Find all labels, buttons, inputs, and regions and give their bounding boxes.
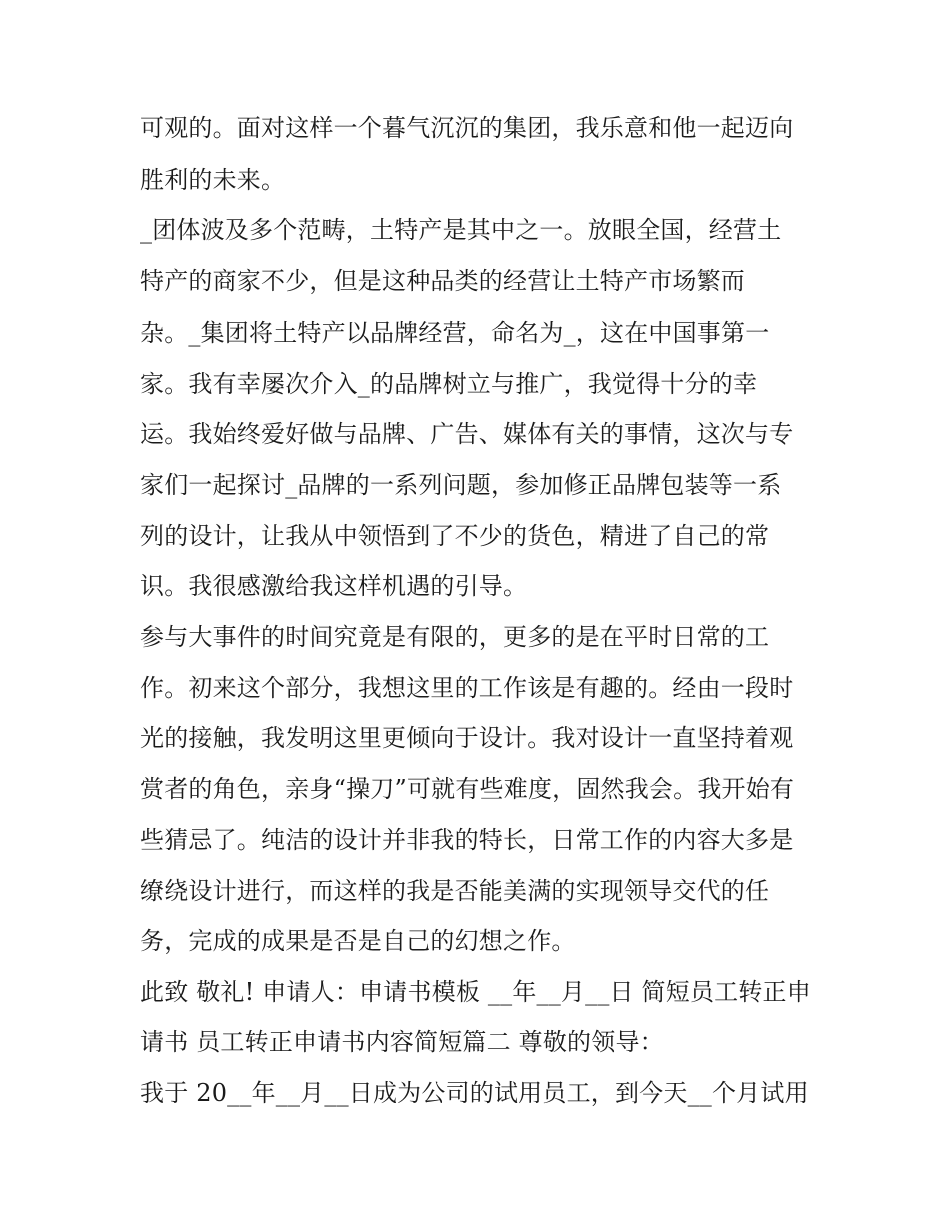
text-line-3: _团体波及多个范畴，土特产是其中之一。放眼全国，经营土 <box>140 216 782 244</box>
text-line-19: 请书 员工转正申请书内容简短篇二 尊敬的领导： <box>140 1028 664 1056</box>
text-line-4: 特产的商家不少，但是这种品类的经营让土特产市场繁而 <box>140 267 745 295</box>
text-line-1: 可观的。面对这样一个暮气沉沉的集团，我乐意和他一起迈向 <box>140 114 794 142</box>
text-line-5: 杂。_集团将土特产以品牌经营，命名为_，这在中国事第一 <box>140 319 770 347</box>
text-line-15: 些猜忌了。纯洁的设计并非我的特长，日常工作的内容大多是 <box>140 826 794 854</box>
text-line-20: 我于 20__年__月__日成为公司的试用员工，到今天__个月试用 <box>140 1079 809 1107</box>
text-line-18: 此致 敬礼! 申请人：申请书模板 __年__月__日 简短员工转正申 <box>140 978 811 1006</box>
text-line-8: 家们一起探讨_品牌的一系列问题，参加修正品牌包装等一系 <box>140 471 782 499</box>
text-line-9: 列的设计，让我从中领悟到了不少的货色，精进了自己的常 <box>140 522 770 550</box>
text-line-11: 参与大事件的时间究竟是有限的，更多的是在平时日常的工 <box>140 623 770 651</box>
text-line-7: 运。我始终爱好做与品牌、广告、媒体有关的事情，这次与专 <box>140 420 794 448</box>
text-line-6: 家。我有幸屡次介入_的品牌树立与推广，我觉得十分的幸 <box>140 370 758 398</box>
text-line-12: 作。初来这个部分，我想这里的工作该是有趣的。经由一段时 <box>140 674 794 702</box>
text-line-16: 缭绕设计进行，而这样的我是否能美满的实现领导交代的任 <box>140 877 770 905</box>
text-line-10: 识。我很感激给我这样机遇的引导。 <box>140 572 528 600</box>
text-line-2: 胜利的未来。 <box>140 166 286 194</box>
text-line-14: 赏者的角色，亲身“操刀”可就有些难度，固然我会。我开始有 <box>140 775 795 803</box>
text-line-13: 光的接触，我发明这里更倾向于设计。我对设计一直坚持着观 <box>140 724 794 752</box>
text-line-17: 务，完成的成果是否是自己的幻想之作。 <box>140 927 576 955</box>
